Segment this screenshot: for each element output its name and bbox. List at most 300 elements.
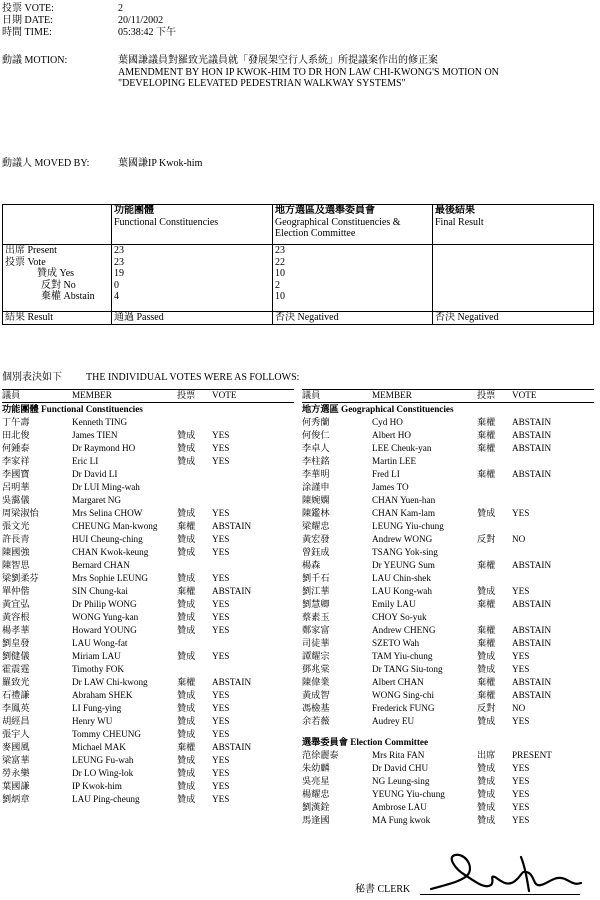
member-name-en: NG Leung-sing — [372, 776, 430, 786]
fc-header-member-zh: 議員 — [2, 390, 21, 400]
vote-en: PRESENT — [512, 750, 552, 760]
member-name-en: Dr Raymond HO — [72, 443, 136, 453]
vote-zh: 棄權 — [177, 586, 196, 596]
vote-en: ABSTAIN — [512, 599, 552, 609]
summary-header-fc — [112, 205, 273, 245]
vote-en: YES — [212, 547, 230, 557]
vote-zh: 棄權 — [477, 625, 496, 635]
vote-en: YES — [512, 789, 530, 799]
member-name-zh: 李家祥 — [2, 456, 30, 466]
member-name-zh: 梁耀忠 — [302, 521, 330, 531]
vote-en: ABSTAIN — [512, 690, 552, 700]
vote-en: YES — [512, 776, 530, 786]
vote-en: YES — [212, 729, 230, 739]
vote-en: NO — [512, 534, 526, 544]
member-name-zh: 丁午壽 — [2, 417, 30, 427]
member-name-zh: 鄧兆棠 — [302, 664, 330, 674]
motion-title-en-1: AMENDMENT BY HON IP KWOK-HIM TO DR HON LAW CHI-KWONG'S MOTION ON — [118, 66, 499, 78]
fc-vote-row — [2, 469, 294, 480]
member-name-zh: 羅致光 — [2, 677, 30, 687]
member-name-zh: 吳亮星 — [302, 776, 330, 786]
fc-votes-column — [2, 389, 294, 809]
member-name-en: Dr David LI — [72, 469, 118, 479]
vote-zh: 贊成 — [477, 716, 496, 726]
clerk-signature — [425, 845, 585, 897]
fc-vote-row — [2, 560, 294, 571]
motion-title-zh: 葉國謙議員對羅致光議員就「發展架空行人系統」所提議案作出的修正案 — [118, 55, 438, 66]
member-name-en: WONG Yung-kan — [72, 612, 139, 622]
vote-zh: 棄權 — [477, 430, 496, 440]
vote-en: YES — [512, 716, 530, 726]
vote-zh: 贊成 — [177, 768, 196, 778]
fc-vote-row — [2, 768, 294, 779]
vote-zh: 贊成 — [177, 573, 196, 583]
member-name-zh: 勞永樂 — [2, 768, 30, 778]
summary-label-yes: 贊成 Yes — [37, 268, 75, 279]
vote-en: YES — [212, 612, 230, 622]
summary-final-result: 否決 Negatived — [433, 312, 594, 325]
vote-en: ABSTAIN — [512, 560, 552, 570]
vote-zh: 棄權 — [477, 690, 496, 700]
summary-fc-present: 23 — [114, 245, 124, 256]
vote-zh: 贊成 — [177, 443, 196, 453]
fc-vote-row — [2, 690, 294, 701]
member-name-zh: 黃宏發 — [302, 534, 330, 544]
member-name-zh: 蔡素玉 — [302, 612, 330, 622]
gc-header-vote-en: VOTE — [512, 390, 537, 400]
member-name-en: Dr Philip WONG — [72, 599, 137, 609]
vote-zh: 贊成 — [177, 456, 196, 466]
member-name-zh: 石禮謙 — [2, 690, 30, 700]
ec-vote-row — [302, 763, 594, 774]
member-name-en: LEE Cheuk-yan — [372, 443, 432, 453]
vote-zh: 棄權 — [177, 677, 196, 687]
summary-header-gc — [273, 205, 433, 245]
date-value: 20/11/2002 — [118, 15, 164, 26]
fc-vote-row — [2, 482, 294, 493]
summary-fc-values — [112, 245, 273, 312]
member-name-en: Michael MAK — [72, 742, 126, 752]
vote-en: YES — [212, 534, 230, 544]
member-name-en: Eric LI — [72, 456, 99, 466]
gc-vote-row — [302, 534, 594, 545]
member-name-en: Dr TANG Siu-tong — [372, 664, 443, 674]
member-name-zh: 李柱銘 — [302, 456, 330, 466]
vote-en: YES — [512, 815, 530, 825]
vote-en: YES — [212, 456, 230, 466]
member-name-zh: 黃成智 — [302, 690, 330, 700]
summary-header-gc-zh: 地方選區及選舉委員會 — [275, 205, 375, 216]
member-name-zh: 劉健儀 — [2, 651, 30, 661]
member-name-en: LAU Ping-cheung — [72, 794, 140, 804]
vote-en: ABSTAIN — [512, 638, 552, 648]
gc-vote-row — [302, 521, 594, 532]
vote-en: ABSTAIN — [212, 677, 252, 687]
fc-vote-row — [2, 703, 294, 714]
member-name-en: Miriam LAU — [72, 651, 121, 661]
ec-vote-row — [302, 815, 594, 826]
member-name-en: TSANG Yok-sing — [372, 547, 438, 557]
summary-row-labels — [3, 245, 112, 312]
vote-en: YES — [212, 599, 230, 609]
member-name-en: LEUNG Yiu-chung — [372, 521, 444, 531]
member-name-en: LEUNG Fu-wah — [72, 755, 134, 765]
vote-en: ABSTAIN — [212, 521, 252, 531]
member-name-zh: 陳智思 — [2, 560, 30, 570]
member-name-en: Mrs Sophie LEUNG — [72, 573, 149, 583]
summary-header-final-zh: 最後結果 — [435, 205, 475, 216]
member-name-en: Kenneth TING — [72, 417, 128, 427]
summary-fc-no: 0 — [114, 279, 119, 291]
member-name-en: Albert CHAN — [372, 677, 424, 687]
member-name-en: CHAN Yuen-han — [372, 495, 436, 505]
member-name-en: YEUNG Yiu-chung — [372, 789, 445, 799]
member-name-en: SZETO Wah — [372, 638, 420, 648]
vote-en: YES — [512, 763, 530, 773]
vote-zh: 贊成 — [477, 508, 496, 518]
summary-fc-yes: 19 — [114, 268, 124, 279]
member-name-en: Audrey EU — [372, 716, 415, 726]
vote-en: ABSTAIN — [212, 742, 252, 752]
vote-zh: 棄權 — [477, 469, 496, 479]
vote-zh: 贊成 — [177, 729, 196, 739]
fc-vote-row — [2, 508, 294, 519]
member-name-en: Dr YEUNG Sum — [372, 560, 435, 570]
summary-corner — [3, 205, 112, 245]
votes-intro-zh: 個別表決如下 — [2, 372, 62, 383]
vote-en: YES — [212, 690, 230, 700]
vote-zh: 棄權 — [177, 742, 196, 752]
fc-column-headers — [2, 390, 294, 401]
gc-vote-row — [302, 612, 594, 623]
member-name-zh: 曾鈺成 — [302, 547, 330, 557]
gc-vote-row — [302, 573, 594, 584]
summary-gc-abstain: 10 — [275, 291, 285, 302]
fc-vote-row — [2, 495, 294, 506]
member-name-zh: 黃容根 — [2, 612, 30, 622]
summary-gc-no: 2 — [275, 279, 280, 291]
member-name-zh: 何秀蘭 — [302, 417, 330, 427]
member-name-en: Abraham SHEK — [72, 690, 133, 700]
fc-vote-row — [2, 677, 294, 688]
member-name-zh: 劉千石 — [302, 573, 330, 583]
gc-vote-row — [302, 625, 594, 636]
member-name-en: Emily LAU — [372, 599, 416, 609]
vote-en: YES — [212, 651, 230, 661]
member-name-en: Mrs Selina CHOW — [72, 508, 143, 518]
member-name-zh: 李華明 — [302, 469, 330, 479]
summary-fc-result: 通過 Passed — [112, 312, 273, 325]
member-name-en: Henry WU — [72, 716, 113, 726]
vote-en: ABSTAIN — [512, 430, 552, 440]
vote-zh: 贊成 — [477, 789, 496, 799]
member-name-zh: 吳靄儀 — [2, 495, 30, 505]
gc-vote-row — [302, 456, 594, 467]
member-name-en: CHAN Kam-lam — [372, 508, 436, 518]
gc-header-vote-zh: 投票 — [477, 390, 496, 400]
motion-text — [118, 55, 499, 90]
gc-vote-row — [302, 677, 594, 688]
vote-en: ABSTAIN — [512, 625, 552, 635]
fc-vote-row — [2, 573, 294, 584]
member-name-zh: 楊孝華 — [2, 625, 30, 635]
vote-en: YES — [512, 508, 530, 518]
member-name-en: Ambrose LAU — [372, 802, 427, 812]
moved-by-label: 動議人 MOVED BY: — [2, 158, 90, 169]
gc-header-rule — [302, 402, 594, 403]
member-name-zh: 馮檢基 — [302, 703, 330, 713]
vote-zh: 贊成 — [177, 625, 196, 635]
vote-en: ABSTAIN — [512, 443, 552, 453]
vote-en: YES — [212, 768, 230, 778]
gc-vote-row — [302, 547, 594, 558]
fc-vote-row — [2, 755, 294, 766]
vote-zh: 贊成 — [177, 534, 196, 544]
ec-vote-row — [302, 750, 594, 761]
member-name-zh: 范徐麗泰 — [302, 750, 339, 760]
gc-vote-row — [302, 703, 594, 714]
member-name-zh: 田北俊 — [2, 430, 30, 440]
gc-vote-row — [302, 651, 594, 662]
fc-header-rule — [2, 402, 294, 403]
gc-vote-row — [302, 417, 594, 428]
vote-zh: 贊成 — [477, 802, 496, 812]
member-name-en: SIN Chung-kai — [72, 586, 128, 596]
ec-vote-row — [302, 776, 594, 787]
fc-header-member-en: MEMBER — [72, 390, 112, 400]
member-name-zh: 陳婉嫻 — [302, 495, 330, 505]
vote-en: ABSTAIN — [512, 417, 552, 427]
vote-zh: 反對 — [477, 534, 496, 544]
summary-gc-present: 23 — [275, 245, 285, 256]
member-name-zh: 麥國風 — [2, 742, 30, 752]
vote-zh: 贊成 — [177, 430, 196, 440]
member-name-zh: 楊森 — [302, 560, 321, 570]
member-name-en: IP Kwok-him — [72, 781, 122, 791]
vote-zh: 贊成 — [477, 586, 496, 596]
clerk-label: 秘書 CLERK — [355, 884, 411, 895]
vote-zh: 贊成 — [177, 755, 196, 765]
summary-gc-yes: 10 — [275, 268, 285, 279]
vote-number-label: 投票 VOTE: — [2, 3, 54, 14]
gc-vote-row — [302, 586, 594, 597]
member-name-zh: 朱幼麟 — [302, 763, 330, 773]
member-name-en: Bernard CHAN — [72, 560, 130, 570]
member-name-en: LAU Chin-shek — [372, 573, 431, 583]
fc-vote-row — [2, 547, 294, 558]
vote-zh: 棄權 — [477, 417, 496, 427]
vote-zh: 贊成 — [477, 763, 496, 773]
member-name-zh: 陳偉業 — [302, 677, 330, 687]
vote-zh: 棄權 — [477, 677, 496, 687]
member-name-zh: 劉皇發 — [2, 638, 30, 648]
member-name-en: Albert HO — [372, 430, 412, 440]
member-name-en: WONG Sing-chi — [372, 690, 435, 700]
vote-en: YES — [212, 703, 230, 713]
summary-label-no: 反對 No — [41, 279, 76, 291]
member-name-en: Margaret NG — [72, 495, 122, 505]
member-name-en: Cyd HO — [372, 417, 403, 427]
date-label: 日期 DATE: — [2, 15, 53, 26]
vote-zh: 棄權 — [477, 443, 496, 453]
fc-vote-row — [2, 716, 294, 727]
member-name-en: Timothy FOK — [72, 664, 124, 674]
member-name-en: Andrew CHENG — [372, 625, 436, 635]
member-name-en: MA Fung kwok — [372, 815, 431, 825]
fc-vote-row — [2, 599, 294, 610]
vote-zh: 棄權 — [477, 599, 496, 609]
gc-vote-row — [302, 599, 594, 610]
time-label: 時間 TIME: — [2, 27, 52, 38]
member-name-zh: 霍震霆 — [2, 664, 30, 674]
gc-vote-row — [302, 560, 594, 571]
member-name-en: James TIEN — [72, 430, 118, 440]
gc-header-member-zh: 議員 — [302, 390, 321, 400]
member-name-en: CHOY So-yuk — [372, 612, 427, 622]
summary-header-final — [433, 205, 594, 245]
vote-en: YES — [512, 651, 530, 661]
member-name-en: Frederick FUNG — [372, 703, 435, 713]
vote-zh: 棄權 — [177, 521, 196, 531]
member-name-zh: 馬逢國 — [302, 815, 330, 825]
vote-zh: 贊成 — [477, 651, 496, 661]
vote-en: YES — [212, 573, 230, 583]
votes-intro-en: THE INDIVIDUAL VOTES WERE AS FOLLOWS: — [86, 372, 300, 383]
fc-vote-row — [2, 794, 294, 805]
gc-vote-row — [302, 508, 594, 519]
summary-label-result: 結果 Result — [3, 312, 112, 325]
member-name-zh: 李國寶 — [2, 469, 30, 479]
summary-label-abstain: 棄權 Abstain — [41, 291, 95, 302]
member-name-en: Dr LO Wing-lok — [72, 768, 134, 778]
vote-zh: 贊成 — [177, 703, 196, 713]
member-name-en: LAU Kong-wah — [372, 586, 432, 596]
ec-section-title: 選舉委員會 Election Committee — [302, 737, 429, 747]
gc-vote-row — [302, 638, 594, 649]
summary-header-gc-en: Geographical Constituencies & Election Committee — [275, 216, 401, 239]
member-name-zh: 許長青 — [2, 534, 30, 544]
member-name-en: Martin LEE — [372, 456, 417, 466]
member-name-zh: 周梁淑怡 — [2, 508, 39, 518]
vote-en: YES — [212, 755, 230, 765]
member-name-en: Dr David CHU — [372, 763, 429, 773]
member-name-zh: 楊耀忠 — [302, 789, 330, 799]
fc-vote-row — [2, 521, 294, 532]
vote-zh: 贊成 — [177, 781, 196, 791]
vote-zh: 棄權 — [477, 560, 496, 570]
member-name-zh: 劉江華 — [302, 586, 330, 596]
vote-en: NO — [512, 703, 526, 713]
member-name-zh: 陳鑑林 — [302, 508, 330, 518]
fc-vote-row — [2, 612, 294, 623]
gc-vote-row — [302, 716, 594, 727]
member-name-zh: 梁劉柔芬 — [2, 573, 39, 583]
fc-vote-row — [2, 625, 294, 636]
member-name-zh: 胡經昌 — [2, 716, 30, 726]
member-name-zh: 劉慧卿 — [302, 599, 330, 609]
vote-en: YES — [212, 508, 230, 518]
gc-vote-row — [302, 690, 594, 701]
vote-number: 2 — [118, 3, 123, 14]
vote-zh: 贊成 — [177, 508, 196, 518]
summary-fc-vote: 23 — [114, 256, 124, 268]
member-name-en: Mrs Rita FAN — [372, 750, 425, 760]
fc-vote-row — [2, 456, 294, 467]
member-name-zh: 李卓人 — [302, 443, 330, 453]
ec-vote-row — [302, 789, 594, 800]
summary-header-final-en: Final Result — [435, 216, 484, 228]
member-name-en: LAU Wong-fat — [72, 638, 128, 648]
member-name-zh: 張宇人 — [2, 729, 30, 739]
vote-zh: 贊成 — [177, 547, 196, 557]
fc-header-vote-zh: 投票 — [177, 390, 196, 400]
member-name-zh: 張文光 — [2, 521, 30, 531]
member-name-en: HUI Cheung-ching — [72, 534, 143, 544]
vote-zh: 贊成 — [477, 815, 496, 825]
member-name-zh: 何鍾泰 — [2, 443, 30, 453]
member-name-en: Andrew WONG — [372, 534, 433, 544]
gc-section-title: 地方選區 Geographical Constituencies — [302, 404, 454, 414]
vote-en: ABSTAIN — [512, 469, 552, 479]
member-name-zh: 余若薇 — [302, 716, 330, 726]
member-name-zh: 呂明華 — [2, 482, 30, 492]
vote-en: ABSTAIN — [512, 677, 552, 687]
summary-header-fc-zh: 功能團體 — [114, 205, 154, 216]
vote-en: YES — [212, 443, 230, 453]
motion-title-en-2: "DEVELOPING ELEVATED PEDESTRIAN WALKWAY SYSTEMS" — [118, 78, 406, 89]
member-name-en: Dr LAW Chi-kwong — [72, 677, 148, 687]
member-name-en: LI Fung-ying — [72, 703, 122, 713]
vote-en: YES — [212, 781, 230, 791]
member-name-zh: 司徒華 — [302, 638, 330, 648]
vote-en: YES — [212, 716, 230, 726]
member-name-zh: 譚耀宗 — [302, 651, 330, 661]
vote-zh: 贊成 — [177, 716, 196, 726]
summary-fc-abstain: 4 — [114, 291, 119, 302]
member-name-en: James TO — [372, 482, 409, 492]
vote-zh: 出席 — [477, 750, 496, 760]
vote-zh: 棄權 — [477, 638, 496, 648]
summary-final-values — [433, 245, 594, 312]
gc-vote-row — [302, 469, 594, 480]
summary-gc-result: 否決 Negatived — [273, 312, 433, 325]
vote-en: YES — [212, 625, 230, 635]
gc-vote-row — [302, 482, 594, 493]
fc-header-vote-en: VOTE — [212, 390, 237, 400]
vote-en: YES — [212, 430, 230, 440]
vote-zh: 贊成 — [177, 651, 196, 661]
member-name-en: Howard YOUNG — [72, 625, 137, 635]
member-name-zh: 劉炳章 — [2, 794, 30, 804]
vote-en: YES — [512, 586, 530, 596]
member-name-zh: 葉國謙 — [2, 781, 30, 791]
summary-table — [2, 204, 594, 325]
member-name-zh: 涂謹申 — [302, 482, 330, 492]
vote-zh: 反對 — [477, 703, 496, 713]
vote-zh: 贊成 — [177, 612, 196, 622]
summary-gc-vote: 22 — [275, 256, 285, 268]
fc-vote-row — [2, 664, 294, 675]
vote-en: ABSTAIN — [212, 586, 252, 596]
time-value: 05:38:42 下午 — [118, 27, 177, 38]
fc-vote-row — [2, 651, 294, 662]
summary-label-present: 出席 Present — [5, 245, 57, 256]
summary-gc-values — [273, 245, 433, 312]
gc-vote-row — [302, 495, 594, 506]
vote-zh: 贊成 — [477, 776, 496, 786]
fc-vote-row — [2, 430, 294, 441]
member-name-zh: 李鳳英 — [2, 703, 30, 713]
